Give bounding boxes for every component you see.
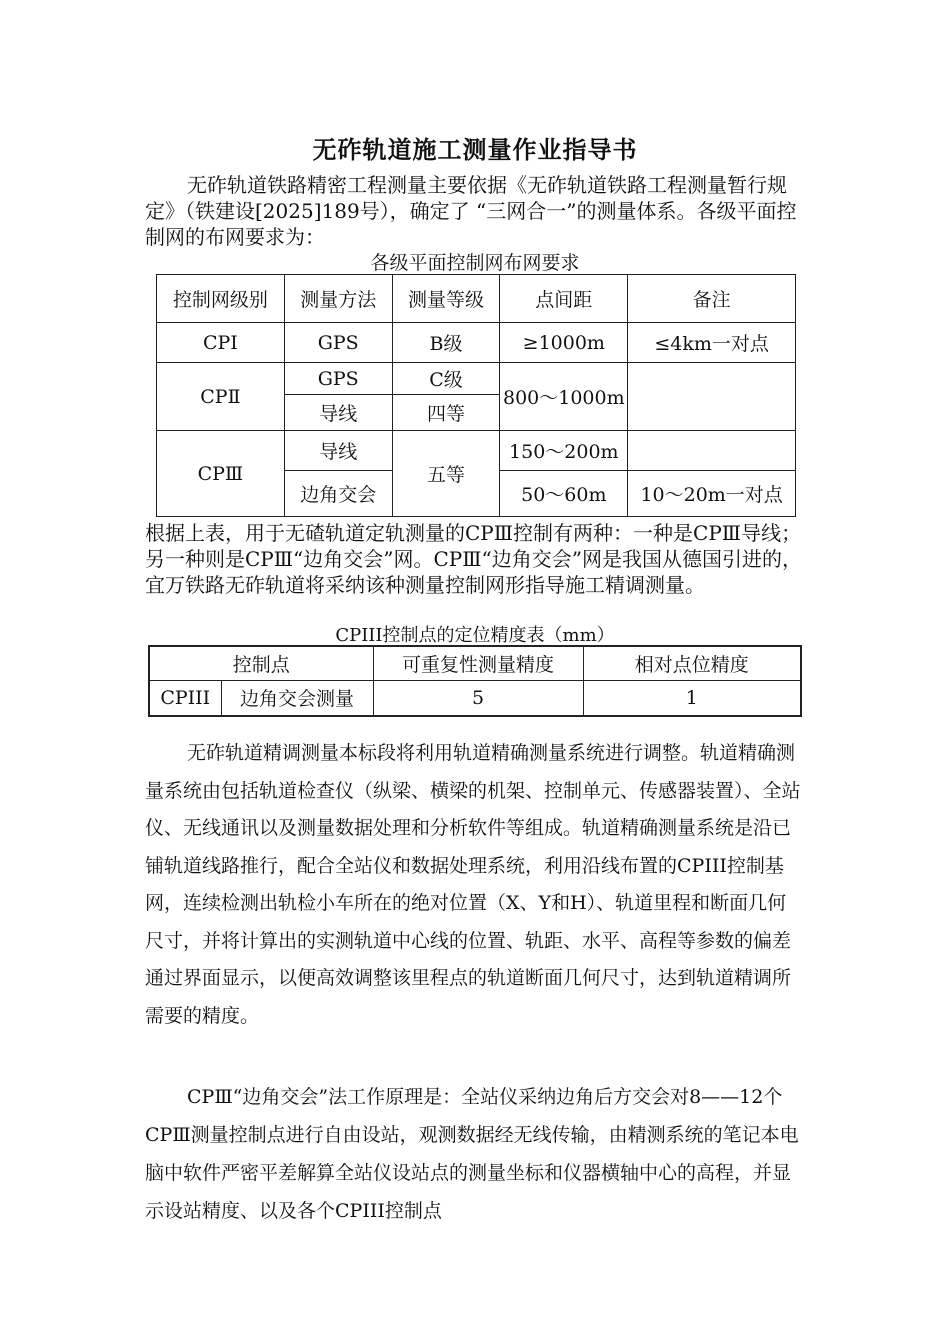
table-cell: 导线 bbox=[284, 395, 392, 431]
table-cell bbox=[628, 363, 796, 431]
header-cell: 控制网级别 bbox=[157, 275, 285, 323]
header-cell: 测量等级 bbox=[392, 275, 500, 323]
header-cell: 控制点 bbox=[149, 646, 373, 680]
table-cell: CPⅠ bbox=[157, 323, 285, 363]
header-cell: 测量方法 bbox=[284, 275, 392, 323]
control-network-table bbox=[156, 274, 796, 517]
table-row bbox=[157, 323, 796, 363]
body-paragraph: CPⅢ“边角交会”法工作原理是：全站仪采纳边角后方交会对8——12个CPⅢ测量控制点进行自由设站，观测数据经无线传输，由精测系统的笔记本电脑中软件严密平差解算全站仪设站点的测量坐标和仪器横轴中心的高程，并显示设站精度、以及各个CPIII控制点 bbox=[145, 1086, 799, 1222]
table-row bbox=[157, 363, 796, 395]
table-cell: CPⅢ bbox=[157, 431, 285, 517]
table1-caption: 各级平面控制网布网要求 bbox=[370, 252, 580, 274]
header-cell: 可重复性测量精度 bbox=[373, 646, 583, 680]
table-cell: 边角交会测量 bbox=[221, 680, 373, 716]
table-cell: 800～1000m bbox=[500, 363, 628, 431]
table-cell: GPS bbox=[284, 323, 392, 363]
table-cell: 五等 bbox=[392, 431, 500, 517]
table-cell: B级 bbox=[392, 323, 500, 363]
table-cell: GPS bbox=[284, 363, 392, 395]
table-cell bbox=[628, 431, 796, 471]
table-cell: 150～200m bbox=[500, 431, 628, 471]
body-paragraph: 根据上表，用于无碴轨道定轨测量的CPⅢ控制有两种：一种是CPⅢ导线；另一种则是CPⅢ“边角交会”网。CPⅢ“边角交会”网是我国从德国引进的，宜万铁路无砟轨道将采纳该种测量控制网形指导施工精调测量。 bbox=[145, 521, 802, 597]
table-cell: C级 bbox=[392, 363, 500, 395]
header-cell: 相对点位精度 bbox=[583, 646, 801, 680]
table-cell: 50～60m bbox=[500, 471, 628, 517]
page-title: 无砟轨道施工测量作业指导书 bbox=[312, 136, 638, 164]
table-cell: 1 bbox=[583, 680, 801, 716]
table2-caption: CPIII控制点的定位精度表（mm） bbox=[335, 625, 615, 646]
precision-table bbox=[148, 645, 802, 717]
table-cell: 5 bbox=[373, 680, 583, 716]
table-header-row bbox=[149, 646, 801, 680]
header-cell: 备注 bbox=[628, 275, 796, 323]
table-cell: 边角交会 bbox=[284, 471, 392, 517]
intro-paragraph: 无砟轨道铁路精密工程测量主要依据《无砟轨道铁路工程测量暂行规定》（铁建设[2025]189号），确定了 “三网合一”的测量体系。各级平面控制网的布网要求为： bbox=[145, 173, 797, 249]
table-cell: CPIII bbox=[149, 680, 221, 716]
table-cell: 导线 bbox=[284, 431, 392, 471]
table-cell: ≤4km一对点 bbox=[628, 323, 796, 363]
table-cell: ≥1000m bbox=[500, 323, 628, 363]
header-cell: 点间距 bbox=[500, 275, 628, 323]
table-cell: 四等 bbox=[392, 395, 500, 431]
body-paragraph: 无砟轨道精调测量本标段将利用轨道精确测量系统进行调整。轨道精确测量系统由包括轨道检查仪（纵梁、横梁的机架、控制单元、传感器装置）、全站仪、无线通讯以及测量数据处理和分析软件等组成。轨道精确测量系统是沿已铺轨道线路推行，配合全站仪和数据处理系统，利用沿线布置的CPIII控制基网，连续检测出轨检小车所在的绝对位置（X、Y和H）、轨道里程和断面几何尺寸，并将计算出的实测轨道中心线的位置、轨距、水平、高程等参数的偏差通过界面显示，以便高效调整该里程点的轨道断面几何尺寸，达到轨道精调所需要的精度。 bbox=[145, 742, 801, 1027]
table-header-row bbox=[157, 275, 796, 323]
table-row bbox=[157, 431, 796, 471]
table-cell: 10～20m一对点 bbox=[628, 471, 796, 517]
table-row bbox=[149, 680, 801, 716]
table-cell: CPⅡ bbox=[157, 363, 285, 431]
